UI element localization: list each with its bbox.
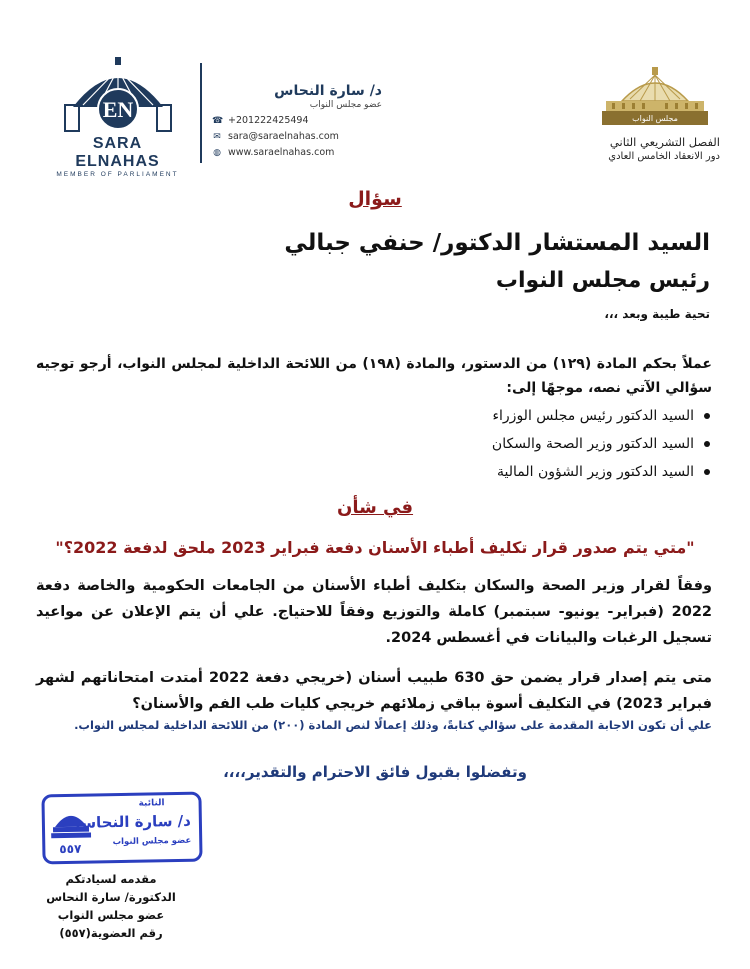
stamp-number: ٥٥٧ [59, 841, 82, 857]
website-row [212, 147, 382, 158]
list-item: السيد الدكتور رئيس مجلس الوزراء [310, 402, 710, 430]
addressee-name: السيد المستشار الدكتور/ حنفي جبالي [284, 230, 710, 256]
letterhead [40, 55, 720, 178]
stamp-name: د/ سارة النحاس [75, 811, 192, 832]
list-item: السيد الدكتور وزير الشؤون المالية [310, 458, 710, 486]
contact-name: د/ سارة النحاس [274, 83, 382, 99]
email-row [212, 131, 382, 142]
signature-line-2: الدكتورة/ سارة النحاس [46, 890, 176, 904]
phone-number[interactable]: +201222425494 [228, 115, 309, 126]
greeting: تحية طيبة وبعد ،،، [604, 307, 710, 321]
signature-line-4: رقم العضوية(٥٥٧) [59, 926, 163, 940]
contact-role: عضو مجلس النواب [309, 100, 382, 110]
svg-text:مجلس النواب: مجلس النواب [632, 114, 678, 123]
official-stamp [41, 792, 202, 865]
phone-icon: ☎ [212, 115, 224, 126]
body-paragraph-1: وفقاً لقرار وزير الصحة والسكان بتكليف أطباء الأسنان من الجامعات الحكومية والخاصة دفعة 2022 (فبراير- يونيو- سبتمبر) كاملة والتوزيع وفقاً للاحتياج. علي أن يتم الإعلان عن مواعيد تسجيل الرغبات والبيانات في أغسطس 2024. [36, 578, 712, 646]
session-line-2: دور الانعقاد الخامس العادي [608, 151, 720, 162]
contact-block [212, 83, 382, 158]
subject-line: "متي يتم صدور قرار تكليف أطباء الأسنان دفعة فبراير 2023 ملحق لدفعة 2022؟" [55, 538, 695, 557]
signature-line-3: عضو مجلس النواب [57, 908, 165, 922]
closing-line: وتفضلوا بقبول فائق الاحترام والتقدير،،،، [223, 763, 527, 781]
brand-subtitle: MEMBER OF PARLIAMENT [56, 171, 179, 178]
svg-text:EN: EN [102, 97, 133, 122]
email-address[interactable]: sara@saraelnahas.com [228, 131, 339, 142]
stamp-label: النائبة [138, 798, 165, 809]
brand-logo [50, 55, 185, 178]
bullet-icon [704, 413, 710, 419]
intro-paragraph: عملاً بحكم المادة (١٢٩) من الدستور، والمادة (١٩٨) من اللائحة الداخلية لمجلس النواب، أرجو توجيه سؤالي الآتي نصه، موجهًا إلى: [36, 356, 712, 396]
website-link[interactable]: www.saraelnahas.com [228, 147, 335, 158]
addressee-role: رئيس مجلس النواب [495, 268, 710, 293]
answer-note: علي أن تكون الاجابة المقدمة على سؤالي كتابةً، وذلك إعمالًا لنص المادة (٢٠٠) من اللائحة الداخلية لمجلس النواب. [74, 718, 712, 732]
parliament-emblem [590, 65, 720, 162]
parliament-building-icon [600, 65, 710, 127]
signature-line-1: مقدمه لسيادتكم [65, 872, 157, 886]
body-paragraph-2: متى يتم إصدار قرار يضمن حق 630 طبيب أسنان (خريجي دفعة 2022 أمتدت امتحاناتهم لشهر فبراير 2023) في التكليف أسوة بباقي زملائهم خريجي كليات طب الفم والأسنان؟ [36, 670, 712, 712]
stamp-role: عضو مجلس النواب [112, 835, 192, 848]
session-line-1: الفصل التشريعي الثاني [609, 135, 720, 149]
bullet-icon [704, 441, 710, 447]
header-divider [200, 63, 202, 163]
brand-name: SARA ELNAHAS [75, 135, 160, 170]
list-item: السيد الدكتور وزير الصحة والسكان [310, 430, 710, 458]
subject-label: في شأن [336, 497, 414, 518]
recipients-list [310, 402, 710, 486]
mail-icon: ✉ [213, 131, 221, 142]
parliament-dome-logo-icon [63, 55, 173, 133]
signature-block [36, 870, 186, 942]
bullet-icon [704, 469, 710, 475]
question-title: سؤال [348, 188, 402, 210]
phone-row [212, 115, 382, 126]
globe-icon: ◍ [213, 147, 221, 158]
